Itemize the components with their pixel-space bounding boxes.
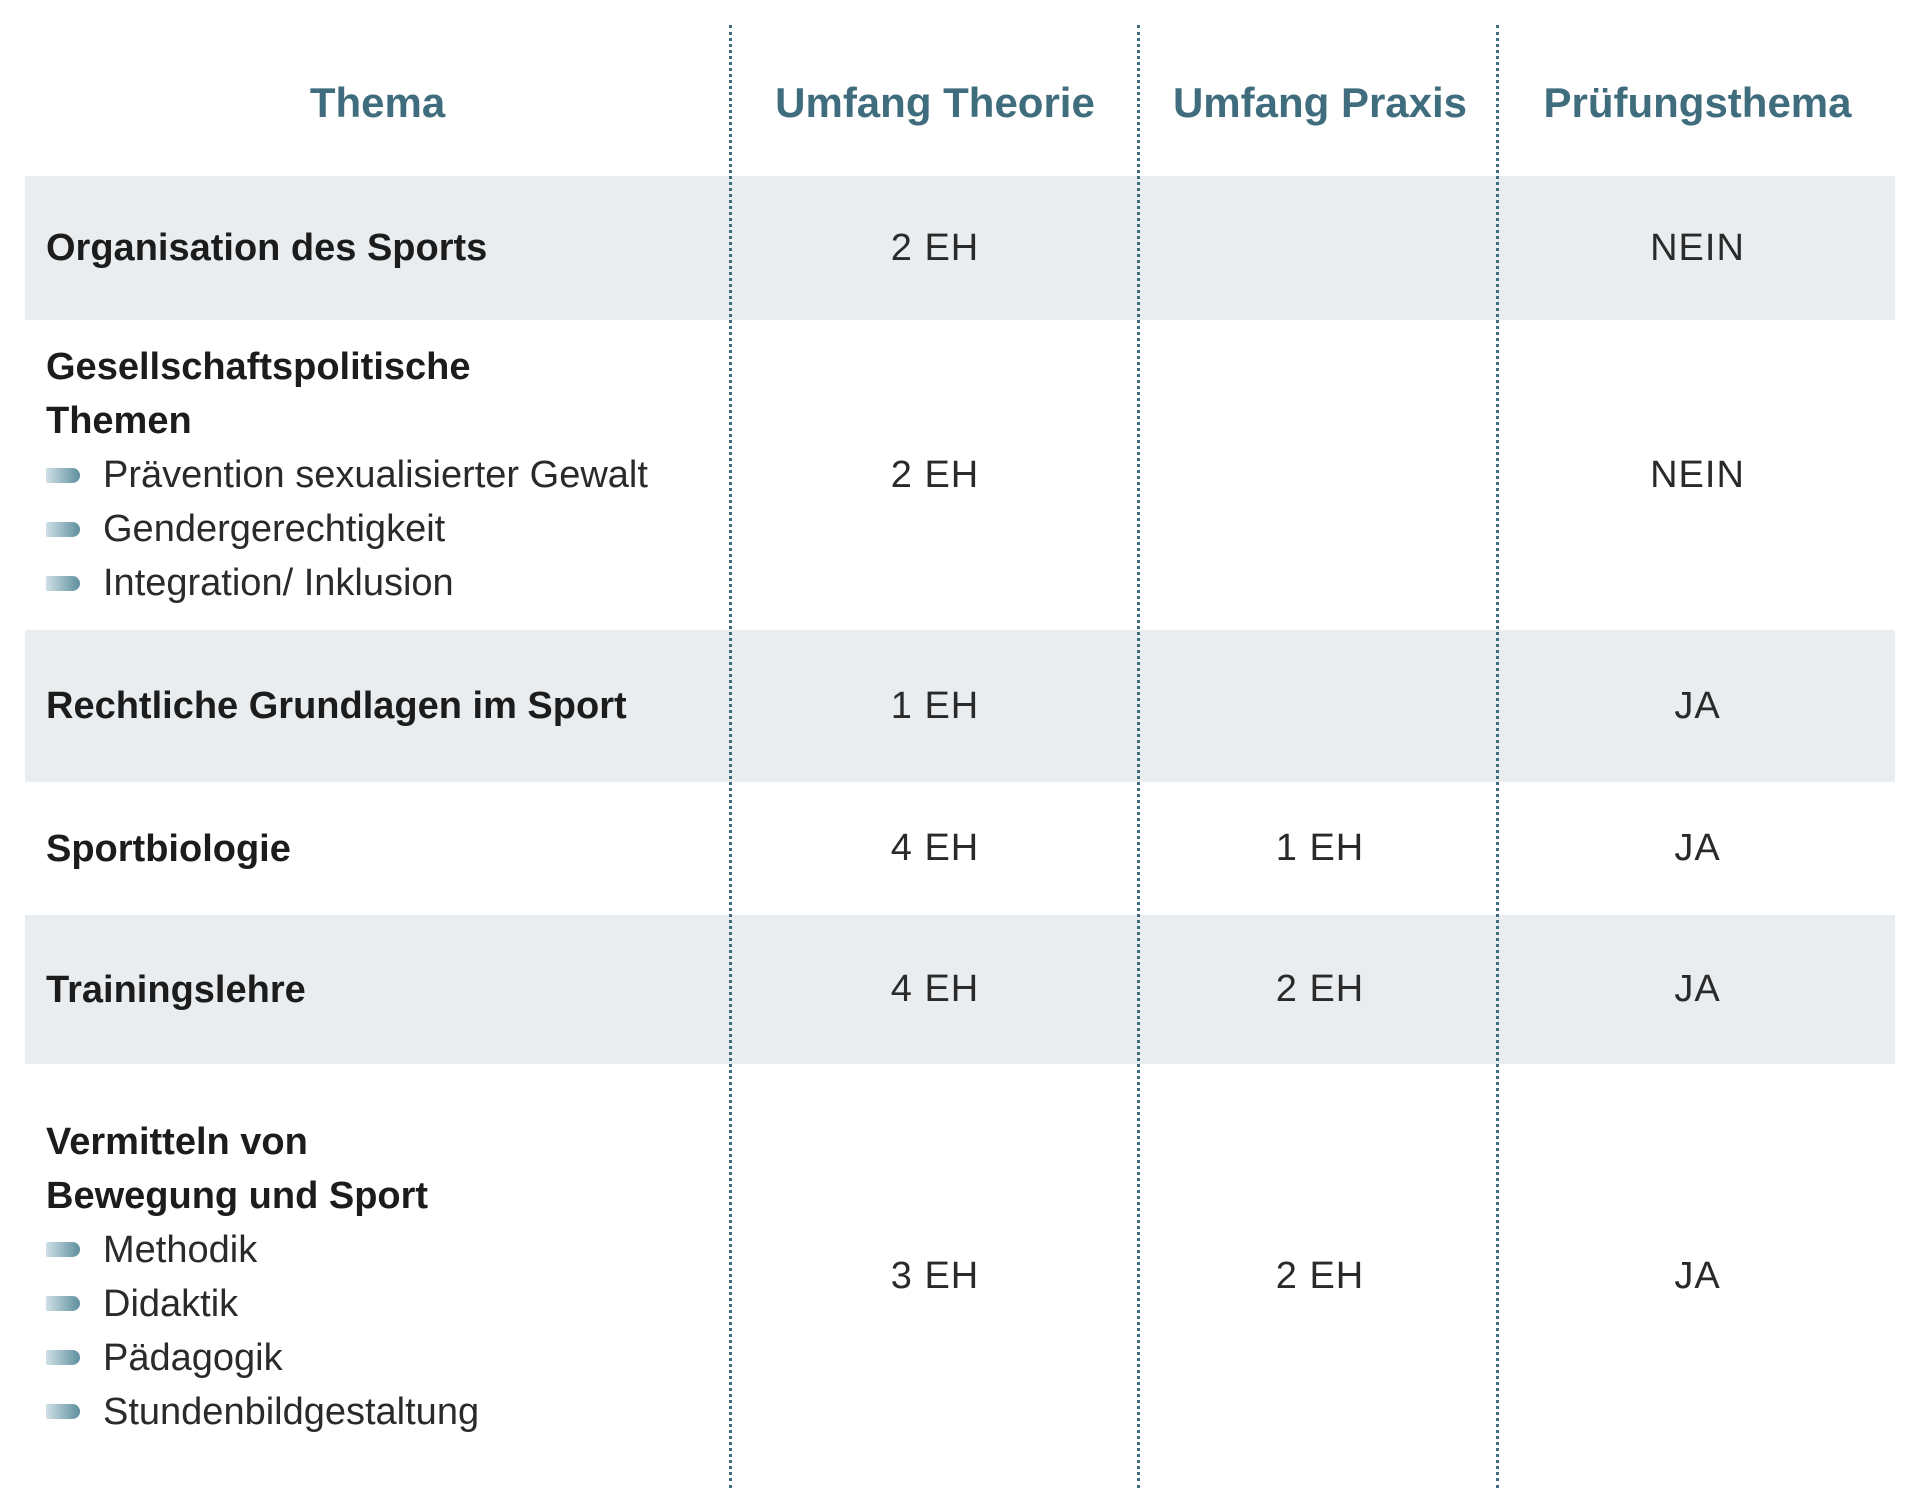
topic-cell: [46, 320, 726, 630]
subtopic-label: Methodik: [103, 1228, 258, 1271]
table-row: [25, 630, 1895, 782]
list-item: [46, 1223, 726, 1277]
column-header-umfang-praxis: Umfang Praxis: [1172, 78, 1468, 126]
subtopic-list: [46, 1223, 726, 1439]
list-item: [46, 1385, 726, 1439]
bullet-icon: [46, 1296, 80, 1311]
table-row: [25, 915, 1895, 1064]
bullet-icon: [46, 468, 80, 483]
umfang-theorie-value: 3 EH: [890, 1255, 980, 1297]
topic-cell: [46, 630, 726, 782]
umfang-praxis-value: 1 EH: [1275, 827, 1365, 869]
table-row: [25, 1064, 1895, 1489]
topic-title: Vermitteln von Bewegung und Sport: [46, 1120, 429, 1217]
column-divider: [729, 25, 732, 1488]
pruefungsthema-value: JA: [1674, 968, 1721, 1010]
umfang-theorie-value: 4 EH: [890, 827, 980, 869]
bullet-icon: [46, 1404, 80, 1419]
subtopic-list: [46, 448, 726, 610]
umfang-theorie-value: 2 EH: [890, 226, 980, 269]
topic-title: Organisation des Sports: [46, 227, 488, 269]
subtopic-label: Prävention sexualisierter Gewalt: [103, 454, 648, 496]
pruefungsthema-value: JA: [1674, 1255, 1721, 1297]
table-row: [25, 782, 1895, 915]
subtopic-label: Stundenbildgestaltung: [103, 1390, 480, 1433]
topic-cell: [46, 1064, 726, 1489]
subtopic-label: Gendergerechtigkeit: [103, 508, 446, 550]
bullet-icon: [46, 522, 80, 537]
list-item: [46, 556, 726, 610]
column-divider: [1137, 25, 1140, 1488]
umfang-theorie-value: 2 EH: [890, 453, 980, 496]
pruefungsthema-value: JA: [1674, 684, 1721, 727]
list-item: [46, 1331, 726, 1385]
subtopic-label: Didaktik: [103, 1282, 239, 1325]
umfang-praxis-value: [1140, 176, 1500, 320]
umfang-theorie-value: 1 EH: [890, 684, 980, 727]
table-row: [25, 320, 1895, 630]
table-row: [25, 176, 1895, 320]
pruefungsthema-value: NEIN: [1650, 453, 1745, 496]
topic-cell: [46, 915, 726, 1064]
umfang-praxis-value: [1140, 630, 1500, 782]
topic-title: Sportbiologie: [46, 827, 291, 870]
column-header-umfang-theorie: Umfang Theorie: [775, 78, 1095, 126]
pruefungsthema-value: JA: [1674, 827, 1721, 869]
list-item: [46, 448, 726, 502]
bullet-icon: [46, 1350, 80, 1365]
subtopic-label: Pädagogik: [103, 1336, 283, 1379]
pruefungsthema-value: NEIN: [1650, 226, 1745, 269]
umfang-praxis-value: 2 EH: [1275, 968, 1365, 1010]
umfang-praxis-value: [1140, 320, 1500, 630]
bullet-icon: [46, 1242, 80, 1257]
topic-cell: [46, 782, 726, 915]
topic-title: Rechtliche Grundlagen im Sport: [46, 685, 627, 727]
bullet-icon: [46, 576, 80, 591]
column-header-pruefungsthema: Prüfungsthema: [1543, 78, 1852, 126]
topic-title: Trainingslehre: [46, 968, 306, 1011]
topic-title: Gesellschaftspolitische Themen: [46, 346, 471, 442]
column-header-thema: Thema: [309, 78, 446, 126]
topic-cell: [46, 176, 726, 320]
column-divider: [1496, 25, 1499, 1488]
umfang-praxis-value: 2 EH: [1275, 1255, 1365, 1297]
list-item: [46, 1277, 726, 1331]
umfang-theorie-value: 4 EH: [890, 968, 980, 1010]
list-item: [46, 502, 726, 556]
subtopic-label: Integration/ Inklusion: [103, 562, 454, 604]
